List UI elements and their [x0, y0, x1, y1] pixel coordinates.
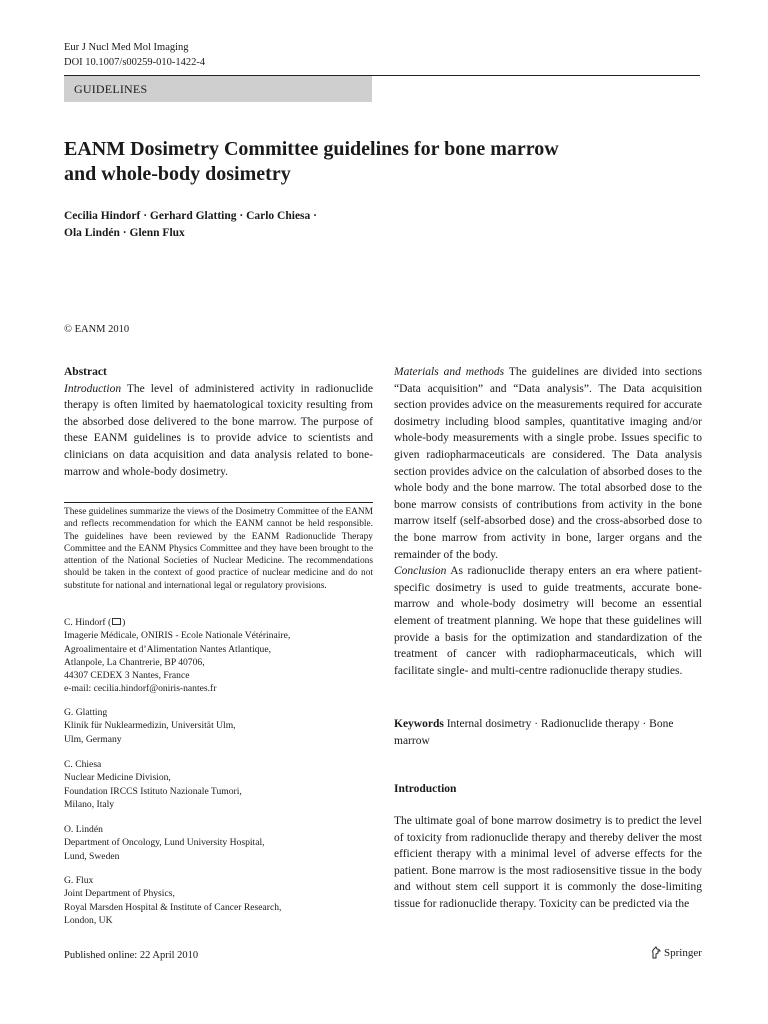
affil-line: London, UK: [64, 914, 113, 926]
abstract-heading: Abstract: [64, 366, 107, 378]
affiliation-hindorf: C. Hindorf ( ) Imagerie Médicale, ONIRIS - Ecole Nationale Vétérinaire, Agroalimentaire et d’Alimentation Nantes Atlantique, Atlanpole, La Chantrerie, BP 40706, 44307 CEDEX 3 Nantes, France e-mail: cecilia.hindorf@oniris-nantes.fr: [64, 616, 373, 696]
affil-name: O. Lindén: [64, 824, 103, 835]
affil-email[interactable]: e-mail: cecilia.hindorf@oniris-nantes.fr: [64, 683, 217, 695]
journal-name: Eur J Nucl Med Mol Imaging: [64, 42, 189, 53]
abstract-conclusion-text: As radionuclide therapy enters an era where patient-specific dosimetry is used to guide treatments, accurate bone-marrow and whole-body dosimetry will become an essential element of treatment planning. We hope that these guidelines will provide a basis for the optimization and standardization of the treatment of cancer with radiopharmaceuticals, which will facilitate single- and multi-centre radionuclide therapy studies.: [394, 565, 702, 677]
affil-line: Department of Oncology, Lund University Hospital,: [64, 837, 265, 849]
affil-name: C. Hindorf (: [64, 617, 112, 628]
footnote-rule: [64, 502, 373, 503]
affil-line: Imagerie Médicale, ONIRIS - Ecole Nationale Vétérinaire,: [64, 630, 291, 642]
affil-line: Milano, Italy: [64, 798, 115, 810]
abstract-mm-label: Materials and methods: [394, 366, 505, 378]
affiliation-chiesa: [64, 758, 373, 811]
section-tag-label: GUIDELINES: [74, 82, 148, 96]
keywords: [394, 716, 702, 749]
abstract-intro-label: Introduction: [64, 382, 122, 395]
affil-line: Ulm, Germany: [64, 733, 122, 745]
abstract-conclusion-label: Conclusion: [394, 565, 447, 578]
abstract-left: [64, 364, 373, 480]
keywords-label: Keywords: [394, 718, 444, 730]
keywords-text: Internal dosimetry · Radionuclide therapy · Bone marrow: [394, 718, 674, 747]
authors-line-2: Ola Lindén · Glenn Flux: [64, 227, 185, 239]
section-tag: [64, 76, 372, 102]
affil-line: Foundation IRCCS Istituto Nazionale Tumori,: [64, 785, 242, 797]
affil-name: G. Flux: [64, 875, 94, 886]
affiliation-glatting: [64, 706, 373, 746]
abstract-intro-text: The level of administered activity in radionuclide therapy is often limited by haematological toxicity resulting from the absorbed dose delivered to the bone marrow. The purpose of these EANM guidelines is to provide advice to scientists and clinicians on data acquisition and data analysis related to bone-marrow and whole-body dosimetry.: [64, 382, 373, 478]
footnote: These guidelines summarize the views of the Dosimetry Committee of the EANM and reflects recommendation for which the EANM cannot be held responsible. The guidelines have been reviewed by the EANM Radionuclide Therapy Committee and the EANM Physics Committee and they have been brought to the attention of the National Societies of Nuclear Medicine. The recommendations should be taken in the context of good practice of nuclear medicine and do not substitute for national and international legal or regulatory provisions.: [64, 507, 373, 591]
publisher-name: Springer: [664, 946, 702, 959]
introduction-text: The ultimate goal of bone marrow dosimetry is to predict the level of toxicity from radionuclide therapy and thereby deliver the most efficient therapy with a minimal level of adverse effects for the patient. Bone marrow is the most radiosensitive tissue in the body and without stem cell support it is commonly the dose-limiting tissue for radionuclide therapy. Toxicity can be predicted via the: [394, 815, 702, 910]
affiliation-linden: [64, 823, 373, 863]
abstract-mm-text: The guidelines are divided into sections “Data acquisition” and “Data analysis”. The Data acquisition section provides advice on the measurements required for accurate dosimetry including blood samples, quantitative imaging and/or whole-body measurements with a single probe. Issues specific to given radiopharmaceuticals are considered. The Data analysis section provides advice on the calculation of absorbed doses to the whole body and the bone marrow. The total absorbed dose to the bone marrow consists of contributions from activity in the bone marrow itself (self-absorbed dose) and the cross-absorbed dose to the bone marrow from activity in bone, larger organs and the remainder of the body.: [394, 366, 702, 561]
affil-line: Klinik für Nuklearmedizin, Universität Ulm,: [64, 720, 236, 732]
title-line-1: EANM Dosimetry Committee guidelines for bone marrow: [64, 138, 559, 160]
affil-line: Agroalimentaire et d’Alimentation Nantes Atlantique,: [64, 643, 272, 655]
affil-line: Nuclear Medicine Division,: [64, 772, 171, 784]
affil-line: Lund, Sweden: [64, 850, 120, 862]
affil-line: Royal Marsden Hospital & Institute of Cancer Research,: [64, 901, 282, 913]
introduction-heading-text: Introduction: [394, 783, 457, 795]
abstract-materials-methods: [394, 364, 702, 563]
abstract-introduction: [64, 381, 373, 481]
copyright: © EANM 2010: [64, 324, 130, 335]
affil-line: Atlanpole, La Chantrerie, BP 40706,: [64, 656, 205, 668]
affil-line: 44307 CEDEX 3 Nantes, France: [64, 670, 190, 682]
introduction-heading: [394, 781, 702, 798]
affiliation-flux: [64, 874, 373, 927]
abstract-conclusion: [394, 563, 702, 679]
affil-name: G. Glatting: [64, 707, 108, 718]
published-date: Published online: 22 April 2010: [64, 950, 199, 961]
affil-name: C. Chiesa: [64, 759, 102, 770]
affil-line: Joint Department of Physics,: [64, 888, 175, 900]
authors-line-1: Cecilia Hindorf · Gerhard Glatting · Carlo Chiesa ·: [64, 210, 317, 222]
publisher-logo: [650, 946, 702, 959]
envelope-icon: [112, 618, 121, 625]
springer-horse-icon: [650, 946, 662, 959]
authors: [64, 208, 404, 242]
journal-header: [64, 40, 205, 70]
doi: DOI 10.1007/s00259-010-1422-4: [64, 57, 206, 68]
abstract-right: [394, 364, 702, 679]
article-title: [64, 137, 684, 187]
title-line-2: and whole-body dosimetry: [64, 163, 291, 185]
